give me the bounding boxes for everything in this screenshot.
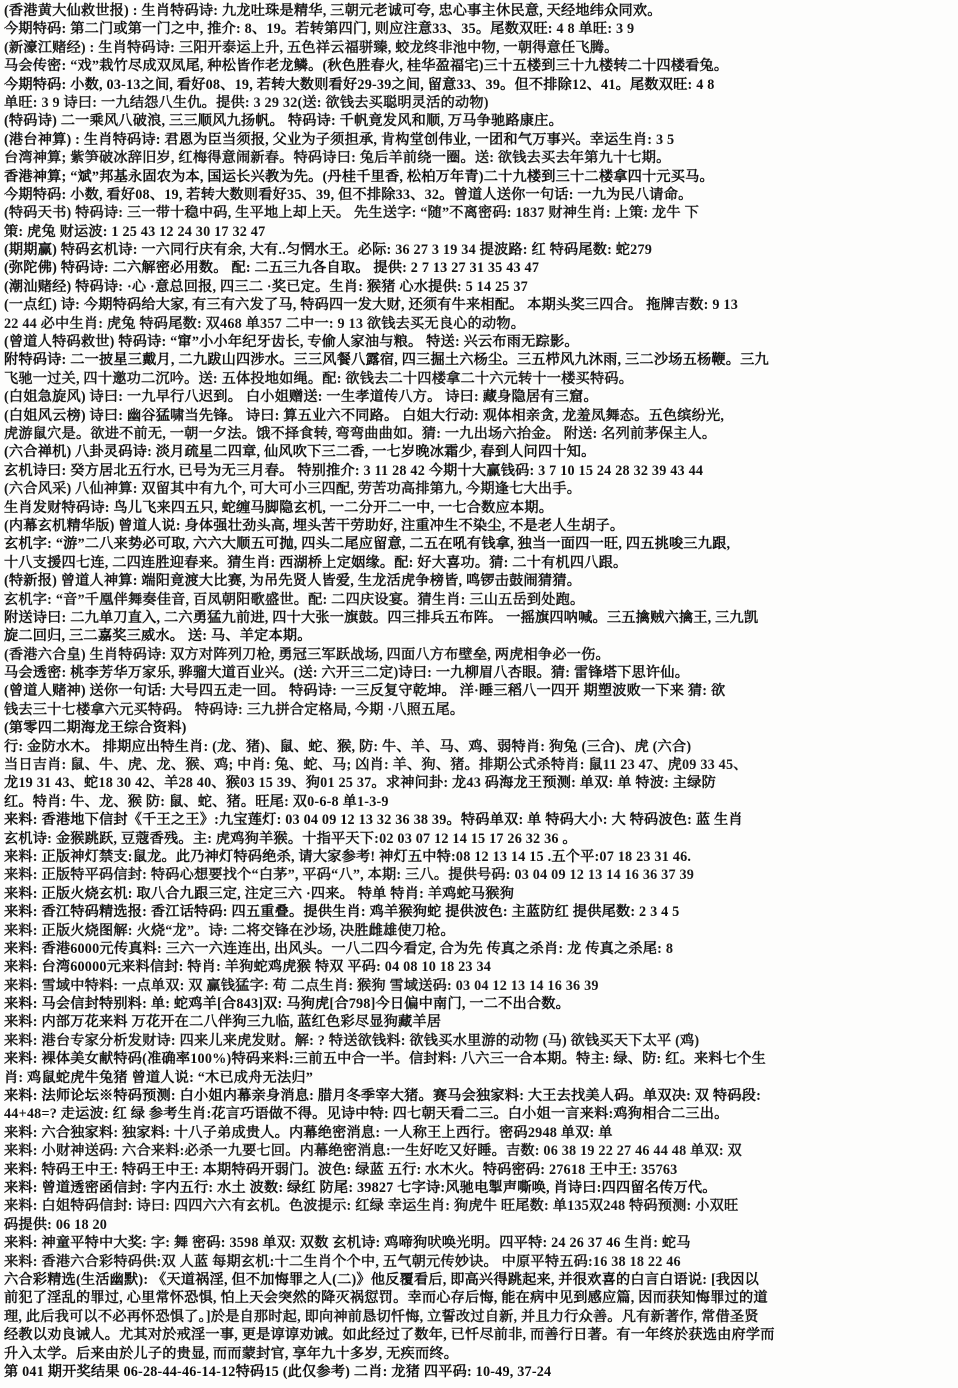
text-line: (白姐风云榜) 诗曰: 幽谷猛啸当先锋。 诗曰: 算五业六不同路。 白姐大行动: 观体相亲贪, 龙羞凤舞态。五色缤纷光,	[4, 407, 725, 424]
text-line: 来料: 香港六合彩特码供:双 人蓝 每期玄机:十二生肖个个中, 五气朝元传妙诀。 中原平特五码:16 38 18 22 46	[4, 1253, 681, 1270]
text-line: 来料: 白姐特码信封: 诗曰: 四四六六有玄机。色波提示: 红绿 幸运生肖: 狗虎牛 旺尾数: 单135双248 特码预测: 小双旺	[4, 1198, 739, 1215]
text-line: 来料: 法师论坛※特码预测: 白小姐内幕亲身消息: 腊月冬季宰大猪。赛马会独家料: 大王去找美人码。单双决: 双 特码段:	[4, 1088, 762, 1105]
text-line: 来料: 正版神灯禁支:鼠龙。此乃神灯特码绝杀, 请大家参考! 神灯五中特:08 12 13 14 15 .五个平:07 18 23 31 46.	[4, 848, 692, 865]
text-line: 来料: 特码王中王: 特码王中王: 本期特码开弱门。波色: 绿蓝 五行: 水木火。特码密码: 27618 王中王: 35763	[4, 1161, 678, 1178]
text-line: 钱去三十七楼拿六元买特码。 特码诗: 三九拼合定格局, 今期 ·八照五尾。	[4, 701, 465, 718]
text-line: 来料: 小财神送码: 六合来料:必杀一九要七回。内幕绝密消息:一生好吃又好睡。吉数: 06 38 19 22 27 46 44 48 单双: 双	[4, 1143, 742, 1160]
text-line: (特新报) 曾道人神算: 端阳竟渡大比赛, 为吊先贤人皆爱, 生龙活虎争榜皆, 鸣锣击鼓闹猜猜。	[4, 573, 582, 590]
text-line: 旋二回归, 三二嘉奖三威水。 送: 马、羊定本期。	[4, 628, 312, 645]
text-line: 行: 金防水木。 排期应出特生肖: (龙、猪)、鼠、蛇、猴, 防: 牛、羊、马、鸡、弱特肖: 狗兔 (三合)、虎 (六合)	[4, 738, 692, 755]
text-line: 附送诗曰: 二九单刀直入, 二六勇猛九前进, 四十大张一旗鼓。四三排兵五布阵。 一摇旗四呐喊。三五擒贼六擒王, 三九凯	[4, 609, 759, 626]
text-line: 来料: 裸体美女献特码(准确率100%)特码来料:三前五中合一半。信封料: 八六三一合本期。特主: 绿、防: 红。来料七个生	[4, 1051, 766, 1068]
text-line: 十八支援四七连, 二四连胜迎春来。猜生肖: 西湖桥上定姻缘。配: 好大喜功。猜: 二十有机四八跟。	[4, 554, 628, 571]
text-line: 来料: 正版火烧图解: 火烧“龙”。诗: 二将交锋在沙场, 决胜雌雄使刀枪。	[4, 922, 455, 939]
text-line: 策: 虎兔 财运波: 1 25 43 12 24 30 17 32 47	[4, 223, 266, 240]
text-line: 前犯了淫乱的罪过, 心里常怀恐惧, 怕上天会突然的降灭祸愆罚。幸而心存后悔, 能在病中见到感应篇, 因而获知悔罪过的道	[4, 1290, 768, 1307]
text-line: 台湾神算; 紫笋破冰辞旧岁, 红梅得意闹新春。特码诗曰: 兔后羊前绕一圈。送: 欲钱去买去年第九十七期。	[4, 150, 671, 167]
text-line: 单旺: 3 9 诗曰: 一九结怨八生仇。提供: 3 29 32(送: 欲钱去买聪明灵活的动物)	[4, 94, 489, 111]
text-line: (六合风采) 八仙神算: 双留其中有九个, 可大可小三四配, 劳苦功高排第九, 今期逢七大出手。	[4, 481, 582, 498]
text-line: 玄机字: “游”二八来势必可取, 六六大顺五可抛, 四头二尾应留意, 二五在吼有钱拿, 独当一面四一旺, 四五挑唆三九跟,	[4, 536, 731, 553]
text-line: 来料: 雪域中特料: 一点单双: 双 赢钱猛字: 苟 二点生肖: 猴狗 雪域送码: 03 04 12 13 14 16 36 39	[4, 977, 599, 994]
text-line: 来料: 神童平特中大奖: 字: 舞 密码: 3598 单双: 双数 玄机诗: 鸡啼狗吠唤光明。四平特: 24 26 37 46 生肖: 蛇马	[4, 1235, 691, 1252]
text-line: (曾道人特码救世) 特码诗: “窜”小小年纪牙齿长, 专偷人家油与粮。 特送: 兴云布雨无踪影。	[4, 334, 579, 351]
text-line: 来料: 曾道透密函信封: 字内五行: 水土 波数: 绿红 防尾: 39827 七字诗:风驰电掣声嘶唤, 肖诗曰:四四留名传万代。	[4, 1180, 717, 1196]
text-line: 今期特码: 第二门或第一门之中, 推介: 8、19。若转第四门, 则应注意33、35。尾数双旺: 4 8 单旺: 3 9	[4, 21, 635, 38]
text-line: 44+48=? 走运波: 红 绿 参考生肖:花言巧语做不得。见诗中特: 四七朝天看二三。白小姐一言来料:鸡狗相合二三出。	[4, 1106, 729, 1123]
text-line: 经教以劝良诫人。尤其对於戒淫一事, 更是谆谆劝诫。如此经过了数年, 已忏尽前非, 而善行日著。有一年终於获选由府学而	[4, 1327, 775, 1344]
text-line: 香港神算; “斌”邦基永固农为本, 国运长兴教为先。(丹桂千里香, 松柏万年青)二十九楼到三十二楼拿四十元买马。	[4, 168, 714, 185]
text-line: 玄机诗: 金猴跳跃, 豆蔻香残。主: 虎鸡狗羊猴。十指平天下:02 03 07 12 14 15 17 26 32 36 。	[4, 830, 577, 847]
text-line: 生肖发财特码诗: 鸟儿飞来四五只, 蛇缠马脚隐玄机, 一二分开二一中, 一七合数应本期。	[4, 499, 554, 516]
text-line: (港台神算) : 生肖特码诗: 君恩为臣当须报, 父业为子须担承, 肯构堂创伟业, 一团和气万事兴。幸运生肖: 3 5	[4, 131, 675, 148]
text-line: (特码诗) 二一乘风八破浪, 三三顺风九扬帆。 特码诗: 千帆竟发风和顺, 万马争驰路康庄。	[4, 113, 563, 130]
text-line: 码提供: 06 18 20	[4, 1216, 108, 1233]
text-line: 虎游鼠穴是。欲进不前无, 一朝一夕法。饿不择食转, 弯弯曲曲如。猜: 一九出场六抬金。 附送: 名列前茅保主人。	[4, 425, 717, 442]
text-line: 来料: 正版火烧玄机: 取八合九跟三定, 注定三六 ·四来。 特单 特肖: 羊鸡蛇马猴狗	[4, 885, 515, 902]
text-line: 来料: 马会信封特别料: 单: 蛇鸡羊[合843]双: 马狗虎[合798]今日偏中南门, 一二不出合数。	[4, 996, 571, 1013]
text-line: 附特码诗: 二一披星三戴月, 二九跋山四涉水。三三风餐八露宿, 四三掘土六杨尘。三五栉风九沐雨, 三二沙场五杨鞭。三九	[4, 352, 769, 369]
text-line: (期期赢) 特码玄机诗: 一六同行庆有余, 大有..匀惘水王。必际: 36 27 3 19 34 提波路: 红 特码尾数: 蛇279	[4, 242, 653, 259]
document-lines	[4, 2, 956, 1381]
text-line: 马会透密: 桃李芳华万家乐, 骅骝大道百业兴。(送: 六开三二定)诗曰: 一九柳眉八杏眼。猜: 雷锋塔下思许仙。	[4, 665, 690, 682]
text-line: (一点红) 诗: 今期特码给大家, 有三有六发了马, 特码四一发大财, 还须有牛来相配。 本期头奖三四合。 拖牌吉数: 9 13	[4, 297, 738, 314]
text-line: 肖: 鸡鼠蛇虎牛兔猪 曾道人说: “木已成舟无法归”	[4, 1069, 314, 1086]
text-line: (香港黄大仙救世报) : 生肖特码诗: 九龙吐珠是精华, 三朝元老诚可夸, 忠心事主休民意, 天经地纬众同欢。	[4, 3, 662, 19]
text-line: 红。特肖: 牛、龙、猴 防: 鼠、蛇、猪。旺尾: 双0-6-8 单1-3-9	[4, 793, 389, 810]
text-line: 今期特码: 小数, 看好08、19, 若转大数则看好35、39, 但不排除33、32。曾道人送你一句话: 一九为民八请命。	[4, 186, 693, 203]
text-line: 来料: 内部万花来料 万花开在二八伴狗三九临, 蓝红色彩尽显狗藏羊居	[4, 1014, 442, 1031]
text-line: (六合禅机) 八卦灵码诗: 淡月疏星二四章, 仙风吹下三二香, 一七岁晚冰霜少, 春到人问四十知。	[4, 444, 596, 461]
draw-result-line: 第 041 期开奖结果 06-28-44-46-14-12特码15 (此仅参考) 二肖: 龙猪 四平码: 10-49, 37-24	[4, 1363, 552, 1380]
text-line: (香港六合皇) 生肖特码诗: 双方对阵列刀枪, 勇冠三军跃战场, 四面八方布壁垒, 两虎相争必一伤。	[4, 646, 610, 663]
text-line: 马会传密: “戏”栽竹尽成双凤尾, 种松皆作老龙鳞。(秋色胜春火, 桂华盈福宅)三十五楼到三十九楼转二十四楼看兔。	[4, 58, 729, 75]
text-line: 龙19 31 43、蛇18 30 42、羊28 40、猴03 15 39、狗01 25 37。求神问卦: 龙43 码海龙王预测: 单双: 单 特波: 主绿防	[4, 775, 716, 792]
text-line: 理, 此后我可以不必再怀恐惧了。]於是自那时起, 即向神前恳切忏悔, 立誓改过自新, 并且力行众善。凡有新著作, 常借圣贤	[4, 1308, 759, 1325]
text-line: 来料: 香江特码精选报: 香江话特码: 四五重叠。提供生肖: 鸡羊猴狗蛇 提供波色: 主蓝防红 提供尾数: 2 3 4 5	[4, 904, 680, 921]
text-line: (内幕玄机精华版) 曾道人说: 身体强壮劲头高, 埋头苦干劳助好, 注重冲生不染尘, 不是老人生胡子。	[4, 517, 625, 534]
text-line: (特码天书) 特码诗: 三一带十稳中码, 生平地上却上天。 先生送字: “随”不离密码: 1837 财神生肖: 上策: 龙牛 下	[4, 205, 699, 222]
text-line: 来料: 香港地下信封《千王之王》:九宝莲灯: 03 04 09 12 13 32 36 38 39。特码单双: 单 特码大小: 大 特码波色: 蓝 生肖	[4, 812, 743, 829]
text-line: (潮汕赌经) 特码诗: ·心 ·意总回报, 四三二 ·奖已定。生肖: 猴猪 心水提供: 5 14 25 37	[4, 278, 528, 295]
text-line: 当日吉肖: 鼠、牛、虎、龙、猴、鸡; 中肖: 兔、蛇、马; 凶肖: 羊、狗、猪。排期公式杀特肖: 鼠11 23 47、虎09 33 45、	[4, 757, 748, 774]
text-line: (新濠江赌经) : 生肖特码诗: 三阳开泰运上升, 五色祥云福骈臻, 蛟龙终非池中物, 一朝得意任飞腾。	[4, 39, 619, 56]
text-line: (第零四二期海龙王综合资料)	[4, 720, 187, 737]
text-line: 六合彩精选(生活幽默): 《天道祸淫, 但不加悔罪之人(二)》他反覆看后, 即高兴得跳起来, 并很欢喜的白言白语说: [我因以	[4, 1271, 760, 1288]
text-line: 来料: 台湾60000元来料信封: 特肖: 羊狗蛇鸡虎猴 特双 平码: 04 08 10 18 23 34	[4, 959, 492, 976]
text-line: 来料: 港台专家分析发财诗: 四来儿来虎发财。解: ? 特送欲钱料: 欲钱买水里游的动物 (马) 欲钱买天下太平 (鸡)	[4, 1032, 700, 1049]
text-line: (曾道人赌神) 送你一句话: 大号四五走一回。 特码诗: 一三反复守乾坤。 洋·睡三稻八一四开 期塑波败一下来 猜: 欲	[4, 683, 726, 700]
text-line: 玄机字: “音”千凰伴舞奏佳音, 百凤朝阳歌盛世。配: 二四庆设宴。猜生肖: 三山五岳到处跑。	[4, 591, 585, 608]
text-line: 来料: 正版特平码信封: 特码心想要找个“白茅”, 平码“八”, 本期: 三八。提供号码: 03 04 09 12 13 14 16 36 37 39	[4, 867, 695, 884]
text-line: 玄机诗曰: 癸方居北五行水, 已号为无三月春。 特别推介: 3 11 28 42 今期十大赢钱码: 3 7 10 15 24 28 32 39 43 44	[4, 462, 704, 479]
text-line: 今期特码: 小数, 03-13之间, 看好08、19, 若转大数则看好29-39之间, 留意33、39。但不排除12、41。尾数双旺: 4 8	[4, 76, 715, 93]
text-line: 来料: 香港6000元传真料: 三六一六连连出, 出风头。一八二四今看定, 合为先 传真之杀肖: 龙 传真之杀尾: 8	[4, 940, 674, 957]
text-line: (白姐急旋风) 诗曰: 一九早行八迟到。 白小姐赠送: 一生孝道传八方。 诗曰: 藏身隐居有三窟。	[4, 389, 598, 406]
text-line: 飞驰一过关, 四十邀功二沉吟。送: 五体投地如绳。配: 欲钱去二十四楼拿二十六元转十一楼买特码。	[4, 370, 634, 387]
text-line: 升入太学。后来由於儿子的贵显, 而而蒙封官, 享年九十多岁, 无疾而终。	[4, 1345, 459, 1362]
text-line: 22 44 必中生肖: 虎兔 特码尾数: 双468 单357 二中一: 9 13 欲钱去买无良心的动物。	[4, 315, 526, 332]
text-line: (弥陀佛) 特码诗: 二六解密必用数。 配: 二五三九各自取。 提供: 2 7 13 27 31 35 43 47	[4, 260, 540, 277]
text-line: 来料: 六合独家料: 独家料: 十八子弟成贵人。内幕绝密消息: 一人称王上西行。密码2948 单双: 单	[4, 1124, 613, 1141]
